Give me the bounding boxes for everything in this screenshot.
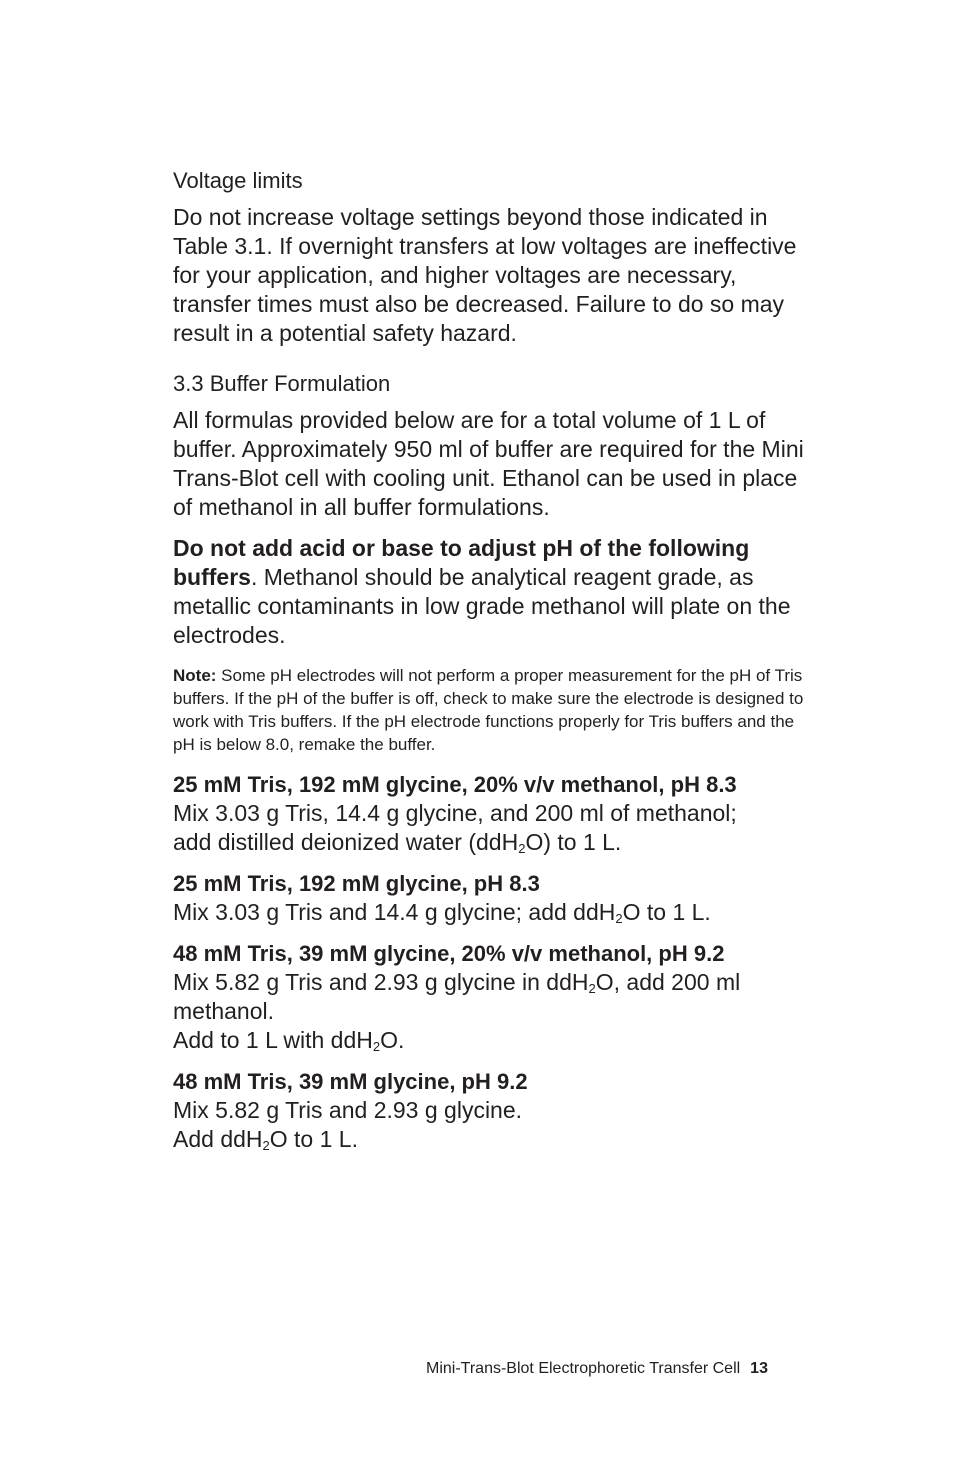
recipe-text: add distilled deionized water (ddH — [173, 829, 519, 855]
page-content — [173, 165, 813, 1154]
recipe-instruction: Mix 5.82 g Tris and 2.93 g glycine. — [173, 1097, 523, 1123]
subscript: 2 — [372, 1039, 381, 1054]
subscript: 2 — [518, 841, 526, 856]
recipe-1 — [173, 770, 813, 857]
recipe-text: O. — [380, 1027, 405, 1053]
subscript: 2 — [588, 981, 596, 996]
note-label: Note: — [173, 666, 217, 685]
recipe-title: 25 mM Tris, 192 mM glycine, 20% v/v methanol, pH 8.3 — [173, 772, 737, 797]
recipe-text: O to 1 L. — [269, 1126, 358, 1152]
recipe-text: O to 1 L. — [622, 899, 711, 925]
buffer-warning-rest: . Methanol should be analytical reagent grade, as metallic contaminants in low grade methanol will plate on the electrodes. — [173, 564, 791, 648]
recipe-title: 48 mM Tris, 39 mM glycine, pH 9.2 — [173, 1069, 528, 1094]
recipe-instruction — [173, 968, 813, 997]
buffer-intro-paragraph: All formulas provided below are for a total volume of 1 L of buffer. Approximately 950 ml of buffer are required for the Mini Trans-Blot cell with cooling unit. Ethanol can be used in place of methanol in all buffer formulations. — [173, 407, 804, 520]
footer-title: Mini-Trans-Blot Electrophoretic Transfer Cell — [426, 1360, 741, 1377]
recipe-4 — [173, 1067, 813, 1154]
recipe-3 — [173, 939, 813, 1055]
recipe-instruction — [173, 828, 813, 857]
recipe-instruction — [173, 1125, 813, 1154]
recipe-text: Mix 5.82 g Tris and 2.93 g glycine in ddH — [173, 969, 589, 995]
subscript: 2 — [615, 911, 623, 926]
recipe-instruction: Mix 3.03 g Tris, 14.4 g glycine, and 200 ml of methanol; — [173, 800, 737, 826]
recipe-2 — [173, 869, 813, 927]
note-text: Some pH electrodes will not perform a proper measurement for the pH of Tris buffers. If the pH of the buffer is off, check to make sure the electrode is designed to work with Tris buffers. If the pH electrode functions properly for Tris buffers and the pH is below 8.0, remake the buffer. — [173, 666, 804, 754]
buffer-warning-bold: Do not add acid or base to adjust pH of the following buffers — [173, 535, 750, 590]
recipe-text: O, add 200 ml — [595, 969, 741, 995]
recipe-text: O) to 1 L. — [525, 829, 622, 855]
voltage-limits-heading: Voltage limits — [173, 168, 303, 193]
subscript: 2 — [262, 1138, 270, 1153]
recipe-text: Mix 3.03 g Tris and 14.4 g glycine; add ddH — [173, 899, 616, 925]
buffer-formulation-heading: 3.3 Buffer Formulation — [173, 371, 391, 396]
ph-note — [173, 664, 813, 756]
page-number: 13 — [750, 1360, 768, 1377]
buffer-warning-paragraph — [173, 534, 813, 650]
recipe-instruction — [173, 1026, 813, 1055]
recipe-title: 48 mM Tris, 39 mM glycine, 20% v/v methanol, pH 9.2 — [173, 941, 725, 966]
recipe-text: Add ddH — [173, 1126, 263, 1152]
recipe-instruction — [173, 898, 813, 927]
page-footer — [426, 1358, 768, 1380]
recipe-title: 25 mM Tris, 192 mM glycine, pH 8.3 — [173, 871, 540, 896]
voltage-limits-body: Do not increase voltage settings beyond those indicated in Table 3.1. If overnight transfers at low voltages are ineffective for your application, and higher voltages are necessary, transfer times must also be decreased. Failure to do so may result in a potential safety hazard. — [173, 204, 797, 346]
recipe-text: Add to 1 L with ddH — [173, 1027, 373, 1053]
recipe-instruction: methanol. — [173, 998, 275, 1024]
